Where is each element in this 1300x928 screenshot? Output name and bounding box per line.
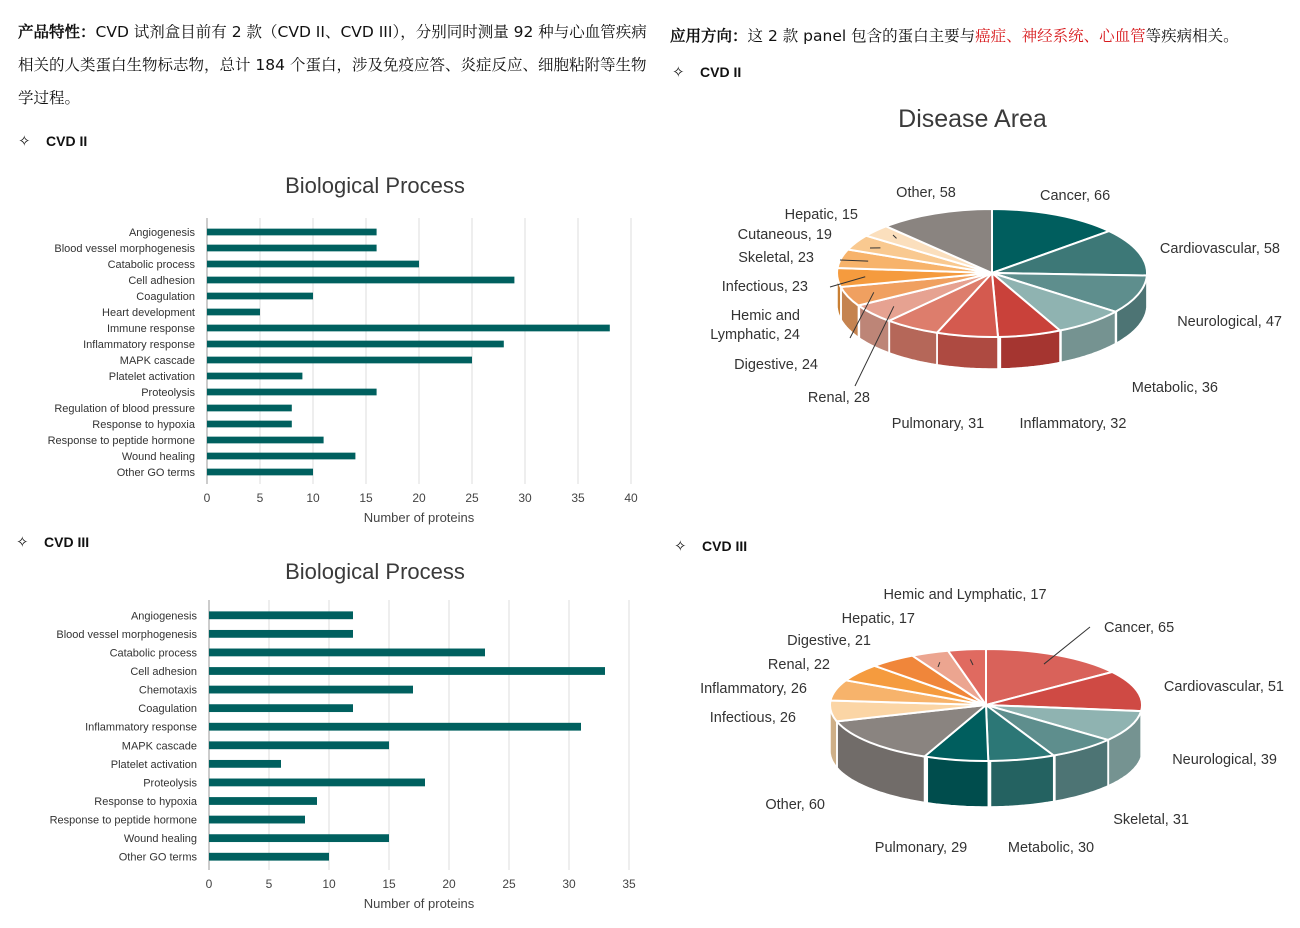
pie-label: Pulmonary, 31 [891,416,985,432]
bar [209,797,317,805]
y-tick-label: Angiogenesis [128,227,195,239]
pie-label: Infectious, 26 [709,710,796,726]
pie-label: Digestive, 24 [734,357,818,373]
y-tick-label: Angiogenesis [130,610,197,623]
biological-process-bar-chart-cvd3 [15,552,655,916]
x-tick-label: 0 [205,877,213,891]
pie-label: Renal, 28 [807,390,870,406]
y-tick-label: MAPK cascade [119,355,195,367]
pie-label: Neurological, 39 [1172,752,1277,768]
x-axis-label: Number of proteins [363,896,475,911]
bar [207,293,313,300]
x-axis-label: Number of proteins [363,510,475,525]
bar [209,853,329,861]
x-tick-label: 5 [256,491,264,505]
bar [209,686,413,694]
x-tick-label: 35 [622,877,636,891]
bar [207,341,504,348]
y-tick-label: Wound healing [123,833,197,846]
pie-label: Cardiovascular, 51 [1163,679,1284,695]
y-tick-label: Catabolic process [109,647,197,660]
pie-label: Inflammatory, 32 [1019,416,1127,432]
bar [207,277,514,284]
pie-slice-side [937,333,998,369]
pie-label: Hemic and Lymphatic, 17 [883,587,1047,603]
pie-slice-side [927,757,988,807]
pie-label: Hemic and [730,308,800,324]
bar [209,779,425,787]
x-tick-label: 5 [265,877,273,891]
y-tick-label: Wound healing [121,451,195,463]
pie-label: Metabolic, 30 [1007,840,1095,856]
y-tick-label: Proteolysis [141,387,195,399]
bar [209,611,353,619]
y-tick-label: Inflammatory response [85,721,197,734]
bar [209,667,605,675]
y-tick-label: Other GO terms [116,467,195,479]
section-marker-cvd2-left [18,132,87,150]
y-tick-label: Cell adhesion [130,666,197,678]
y-tick-label: Other GO terms [118,851,197,864]
y-tick-label: Immune response [106,323,195,335]
section-marker-cvd3-left [16,533,89,551]
x-tick-label: 20 [442,877,456,891]
pie-label: Renal, 22 [767,657,830,673]
pie-label: Inflammatory, 26 [700,681,807,697]
pie-label: Hepatic, 17 [841,611,915,627]
y-tick-label: Coagulation [136,291,195,303]
y-tick-label: Inflammatory response [83,339,195,351]
y-tick-label: Platelet activation [108,371,195,383]
pie-label: Cardiovascular, 58 [1159,241,1280,257]
bar [207,437,324,444]
application-text-pre: 这 2 款 panel 包含的蛋白主要与 [747,27,976,45]
sparkle-icon: ✧ [16,534,29,551]
x-tick-label: 20 [412,491,426,505]
y-tick-label: Platelet activation [110,758,197,771]
x-tick-label: 15 [382,877,396,891]
bar [209,630,353,638]
bar [209,816,305,824]
application-label: 应用方向： [670,27,748,45]
y-tick-label: Coagulation [138,703,197,716]
section-marker-cvd2-right [672,63,741,81]
application-highlight: 癌症、神经系统、心血管 [975,27,1146,45]
features-label: 产品特性： [18,23,96,41]
pie-label: Infectious, 23 [721,279,808,295]
x-tick-label: 25 [465,491,479,505]
y-tick-label: Cell adhesion [128,275,195,287]
disease-area-pie-chart-cvd3 [690,575,1295,865]
x-tick-label: 25 [502,877,516,891]
y-tick-label: Response to hypoxia [92,419,195,431]
bar [209,704,353,712]
bar [207,453,355,460]
pie-label: Lymphatic, 24 [710,327,800,343]
chart-title: Biological Process [285,173,465,198]
y-tick-label: Blood vessel morphogenesis [54,243,195,255]
y-tick-label: Response to peptide hormone [47,435,195,447]
x-tick-label: 30 [518,491,532,505]
x-tick-label: 10 [322,877,336,891]
product-features-paragraph [18,16,658,115]
pie-label: Neurological, 47 [1177,314,1282,330]
pie-label: Skeletal, 23 [738,250,814,266]
sparkle-icon: ✧ [672,64,685,81]
biological-process-bar-chart-cvd2 [15,160,655,530]
chart-title: Disease Area [898,105,1047,133]
bar [207,373,302,380]
pie-label: Pulmonary, 29 [874,840,968,856]
bar [207,469,313,476]
bar [207,421,292,428]
y-tick-label: Catabolic process [107,259,195,271]
bar [207,245,377,252]
y-tick-label: MAPK cascade [121,740,197,753]
pie-label: Cancer, 66 [1040,188,1111,204]
bar [207,389,377,396]
x-tick-label: 35 [571,491,585,505]
y-tick-label: Regulation of blood pressure [54,403,195,415]
bar [207,309,260,316]
x-tick-label: 10 [306,491,320,505]
application-paragraph [670,20,1295,53]
y-tick-label: Response to hypoxia [94,796,197,808]
bar [207,405,292,412]
pie-slice-side [991,756,1054,808]
sparkle-icon: ✧ [18,133,31,150]
features-text: CVD 试剂盒目前有 2 款（CVD II、CVD III），分别同时测量 92 种与心血管疾病相关的人类蛋白生物标志物，总计 184 个蛋白，涉及免疫应答、炎症反应、细胞粘附等生物学过程。 [18,23,647,107]
x-tick-label: 30 [562,877,576,891]
bar [209,723,581,731]
bar [209,760,281,768]
pie-label: Other, 60 [765,797,825,813]
pie-label: Digestive, 21 [787,633,871,649]
y-tick-label: Proteolysis [143,777,197,790]
bar [207,261,419,268]
section-label: CVD II [700,64,742,80]
bar [209,649,485,657]
disease-area-pie-chart-cvd2 [690,90,1295,440]
pie-label: Metabolic, 36 [1131,380,1218,396]
pie-label: Skeletal, 31 [1113,812,1189,828]
bar [207,325,610,332]
x-tick-label: 40 [624,491,638,505]
bar [207,357,472,364]
section-label: CVD III [702,538,748,554]
section-marker-cvd3-right [674,537,747,555]
y-tick-label: Chemotaxis [138,684,197,697]
y-tick-label: Blood vessel morphogenesis [56,628,197,641]
section-label: CVD II [46,133,88,149]
pie-label: Other, 58 [896,185,956,201]
y-tick-label: Response to peptide hormone [49,814,197,827]
sparkle-icon: ✧ [674,538,687,555]
bar [209,834,389,842]
pie-label: Hepatic, 15 [784,207,858,223]
y-tick-label: Heart development [102,307,195,319]
chart-title: Biological Process [285,559,465,584]
x-tick-label: 15 [359,491,373,505]
bar [207,229,377,236]
x-tick-label: 0 [203,491,211,505]
application-text-post: 等疾病相关。 [1145,27,1239,45]
bar [209,741,389,749]
pie-label: Cancer, 65 [1104,620,1175,636]
pie-label: Cutaneous, 19 [737,227,832,243]
section-label: CVD III [44,534,90,550]
